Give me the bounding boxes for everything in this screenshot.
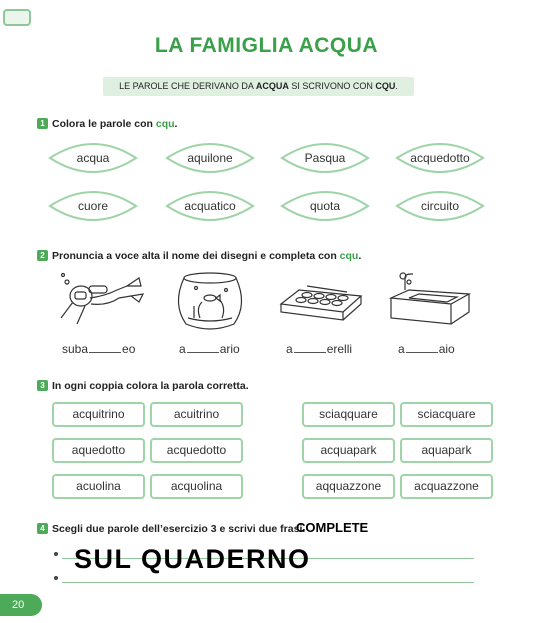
- exercise-2-heading: [37, 250, 361, 262]
- exercise-1-end: .: [174, 118, 178, 130]
- word-prefix: a: [286, 342, 293, 356]
- exercise-2-text: Pronuncia a voce alta il nome dei disegni e completa con: [52, 250, 340, 262]
- word-leaf-label: acqua: [76, 151, 110, 165]
- word-leaf[interactable]: [394, 142, 486, 174]
- exercise-1-heading: [37, 118, 177, 130]
- exercise-4-text: Scegli due parole dell’esercizio 3 e scrivi due frasi.: [52, 523, 306, 535]
- word-suffix: ario: [219, 342, 240, 356]
- blank-line[interactable]: [187, 342, 219, 353]
- handwritten-note-sul-quaderno: SUL QUADERNO: [74, 544, 311, 574]
- word-prefix: a: [398, 342, 405, 356]
- word-leaf-label: quota: [309, 199, 341, 213]
- word-choice-box[interactable]: acquedotto: [150, 438, 243, 463]
- word-choice-box[interactable]: acquitrino: [52, 402, 145, 427]
- exercise-3-heading: [37, 380, 249, 392]
- page-number: 20: [0, 594, 42, 616]
- exercise-2-number: 2: [37, 250, 48, 261]
- rule-text-3: .: [395, 81, 398, 91]
- word-leaf-label: Pasqua: [304, 151, 346, 165]
- word-choice-box[interactable]: sciaqquare: [302, 402, 395, 427]
- word-choice-box[interactable]: acuolina: [52, 474, 145, 499]
- rule-text-1: LE PAROLE CHE DERIVANO DA: [119, 81, 256, 91]
- word-leaf-label: aquilone: [187, 151, 233, 165]
- word-leaf[interactable]: [47, 190, 139, 222]
- word-leaf[interactable]: [164, 190, 256, 222]
- word-leaf-label: acquedotto: [410, 151, 470, 165]
- word-leaf[interactable]: [394, 190, 486, 222]
- word-suffix: aio: [438, 342, 455, 356]
- word-leaf-label: circuito: [420, 199, 459, 213]
- rule-word-acqua: ACQUA: [255, 81, 289, 91]
- sink-drawing: [385, 268, 475, 336]
- word-choice-box[interactable]: aquedotto: [52, 438, 145, 463]
- exercise-4-heading: [37, 523, 305, 535]
- exercise-1-text: Colora le parole con: [52, 118, 156, 130]
- rule-word-cqu: CQU: [375, 81, 396, 91]
- aquarium-drawing: [170, 268, 260, 336]
- word-choice-box[interactable]: aqquazzone: [302, 474, 395, 499]
- exercise-4-number: 4: [37, 523, 48, 534]
- word-leaf[interactable]: [47, 142, 139, 174]
- fill-in-word: [286, 342, 352, 356]
- word-choice-box[interactable]: acquazzone: [400, 474, 493, 499]
- word-prefix: a: [179, 342, 186, 356]
- word-choice-box[interactable]: acquapark: [302, 438, 395, 463]
- word-choice-box[interactable]: acquolina: [150, 474, 243, 499]
- word-leaf[interactable]: [164, 142, 256, 174]
- word-suffix: eo: [122, 342, 136, 356]
- exercise-1-number: 1: [37, 118, 48, 129]
- exercise-1-highlight: cqu: [155, 118, 175, 130]
- page-title: LA FAMIGLIA ACQUA: [154, 34, 379, 57]
- writing-line-2[interactable]: [62, 582, 474, 583]
- bullet: [54, 552, 58, 556]
- exercise-2-end: .: [358, 250, 362, 262]
- exercise-3-text: In ogni coppia colora la parola corretta.: [52, 380, 249, 392]
- word-leaf[interactable]: [279, 190, 371, 222]
- word-choice-box[interactable]: aquapark: [400, 438, 493, 463]
- watercolor-palette-drawing: [277, 268, 367, 336]
- fill-in-word: [179, 342, 240, 356]
- fill-in-word: [398, 342, 455, 356]
- word-choice-box[interactable]: sciacquare: [400, 402, 493, 427]
- rule-text-2: SI SCRIVONO CON: [288, 81, 376, 91]
- exercise-3-number: 3: [37, 380, 48, 391]
- fill-in-word: [62, 342, 135, 356]
- exercise-2-highlight: cqu: [339, 250, 359, 262]
- word-leaf[interactable]: [279, 142, 371, 174]
- word-prefix: suba: [62, 342, 89, 356]
- blank-line[interactable]: [406, 342, 438, 353]
- rule-box: [103, 77, 414, 96]
- handwritten-note-complete: COMPLETE: [296, 520, 369, 535]
- blank-line[interactable]: [89, 342, 121, 353]
- word-choice-box[interactable]: acuitrino: [150, 402, 243, 427]
- word-suffix: erelli: [326, 342, 353, 356]
- blank-line[interactable]: [294, 342, 326, 353]
- corner-tab: [3, 9, 31, 26]
- bullet: [54, 576, 58, 580]
- diver-drawing: [55, 268, 145, 336]
- word-leaf-label: acquatico: [184, 199, 236, 213]
- word-leaf-label: cuore: [77, 199, 109, 213]
